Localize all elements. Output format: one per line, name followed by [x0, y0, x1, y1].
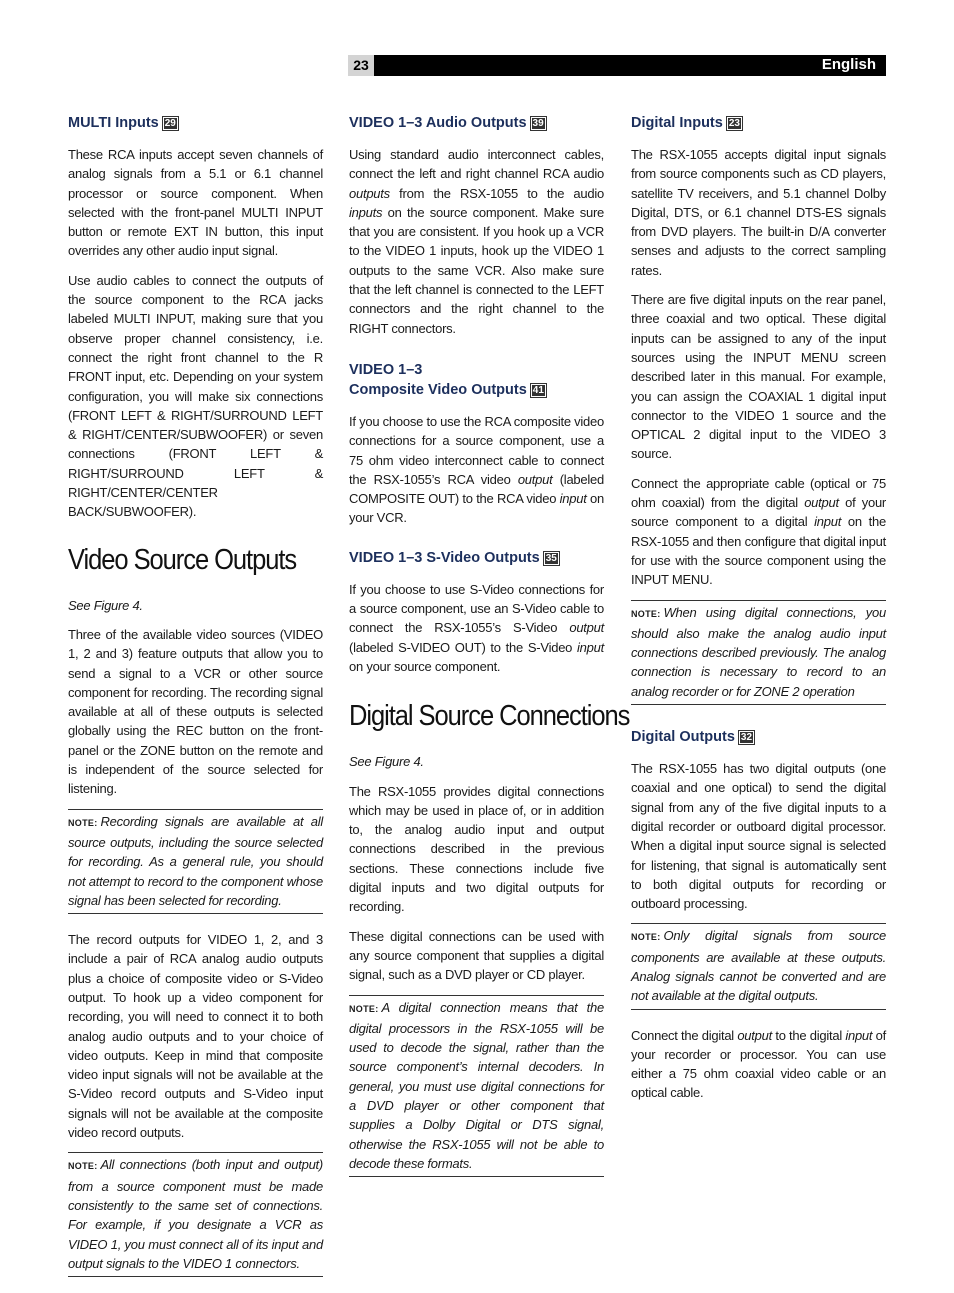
figure-ref-badge: 32	[738, 730, 755, 745]
note-label: NOTE:	[631, 608, 661, 619]
column-middle	[349, 113, 630, 1193]
heading-digital-source-connections: Digital Source Connections	[349, 700, 630, 733]
figure-ref-badge: 35	[543, 551, 560, 566]
paragraph: The RSX-1055 has two digital outputs (one coaxial and one optical) to send the digital signal from any of the five digital inputs to a digital recorder or outboard digital processor. When a digital input source signal is selected for listening, that signal is automatically sent to both digital outputs for recording or outboard processing.	[631, 761, 886, 912]
column-right	[631, 113, 886, 1113]
section-title-s-video-outputs: VIDEO 1–3 S-Video Outputs 35	[349, 548, 604, 568]
note-label: NOTE:	[68, 817, 98, 828]
paragraph: Connect the digital output to the digital input of your recorder or processor. You can use either a 75 ohm coaxial video cable or an optical cable.	[631, 1027, 886, 1101]
figure-ref-badge: 29	[162, 116, 179, 131]
note-text: A digital connection means that the digital processors in the RSX-1055 will be used to decode the signal, rather than the source component’s internal decoders. In general, you must use digital connections for a DVD player or other component that supplies a Dolby Digital or DTS signal, otherwise the RSX-1055 will not be able to decode these formats.	[349, 999, 604, 1171]
note-box	[68, 1152, 323, 1277]
section-title-video-audio-outputs: VIDEO 1–3 Audio Outputs 39	[349, 113, 604, 133]
note-label: NOTE:	[68, 1161, 98, 1172]
paragraph: These digital connections can be used with any source component that supplies a digital signal, such as a DVD player or CD player.	[349, 928, 604, 983]
paragraph: These RCA inputs accept seven channels of analog signals from a 5.1 or 6.1 channel processor or source component. When selected with the front-panel MULTI INPUT button or remote EXT IN button, this input overrides any other audio input signal.	[68, 147, 323, 259]
paragraph: Connect the appropriate cable (optical or 75 ohm coaxial) from the digital output of your source component to a digital input on the RSX-1055 and then configure that digital input for use with the source component using the INPUT MENU.	[631, 475, 886, 588]
page-number: 23	[348, 55, 374, 76]
paragraph: There are five digital inputs on the rear panel, three coaxial and two optical. These digital inputs can be assigned to any of the input sources using the INPUT MENU screen described later in this manual. For example, you can assign the COAXIAL 1 digital input connector to the VIDEO 1 source and the OPTICAL 2 digital input to the VIDEO 3 source.	[631, 292, 886, 462]
figure-reference: See Figure 4.	[68, 597, 143, 613]
heading-video-source-outputs: Video Source Outputs	[68, 543, 297, 576]
section-title-digital-inputs: Digital Inputs 23	[631, 113, 886, 133]
paragraph: The record outputs for VIDEO 1, 2, and 3 include a pair of RCA analog audio outputs plus a choice of composite video or S-Video output. To hook up a video component for recording, you will need to connect it to both analog audio outputs and to your choice of video outputs. Keep in mind that composite video input signals will not be available at the S-Video record outputs and S-Video input signals will not be available at the composite video record outputs.	[68, 932, 323, 1141]
paragraph: Using standard audio interconnect cables, connect the left and right channel RCA audio outputs from the RSX-1055 to the audio inputs on the source component. Make sure that you are consistent. If you hook up a VCR to the VIDEO 1 inputs, hook up the VIDEO 1 outputs to the same VCR. Also make sure that the left channel is connected to the LEFT connectors and the right channel to the RIGHT connectors.	[349, 147, 604, 336]
note-text: When using digital connections, you should also make the analog audio input connections described previously. The analog connection is necessary to record to an analog recorder or for ZONE 2 operation	[631, 604, 886, 699]
section-title-composite-video-outputs: VIDEO 1–3 Composite Video Outputs 41	[349, 360, 604, 400]
note-label: NOTE:	[631, 932, 661, 943]
paragraph: The RSX-1055 provides digital connections which may be used in place of, or in addition to, the analog audio input and output connections described in the previous sections. These connections include five digital inputs and two digital outputs for recording.	[349, 783, 604, 915]
paragraph: If you choose to use S-Video connections for a source component, use an S-Video cable to connect the RSX-1055’s S-Video output (labeled S-VIDEO OUT) to the S-Video input on your source component.	[349, 581, 604, 674]
paragraph: If you choose to use the RCA composite video connections for a source component, use a 75 ohm video interconnect cable to connect the RSX-1055’s RCA video output (labeled COMPOSITE OUT) to the RCA video input on your VCR.	[349, 413, 604, 526]
note-box	[631, 600, 886, 705]
note-label: NOTE:	[349, 1003, 379, 1014]
paragraph: The RSX-1055 accepts digital input signals from source components such as CD players, satellite TV receivers, and 5.1 channel Dolby Digital, DTS, or 6.1 channel DTS-ES signals from DVD players. The built-in D/A converter senses and adjusts to the correct sampling rates.	[631, 147, 886, 278]
note-box	[68, 809, 323, 914]
column-left	[68, 113, 323, 1293]
page-header-bar	[348, 55, 886, 76]
language-label: English	[821, 56, 876, 73]
figure-ref-badge: 23	[726, 116, 743, 131]
paragraph: Use audio cables to connect the outputs of the source component to the RCA jacks labeled MULTI INPUT, making sure that you observe proper channel consistency, i.e. connect the right front channel to the R FRONT input, etc. Depending on your system configuration, you will make six connections (FRONT LEFT & RIGHT/SURROUND LEFT & RIGHT/CENTER/SUBWOOFER) or seven connections (FRONT LEFT & RIGHT/SURROUND LEFT & RIGHT/CENTER/CENTER BACK/SUBWOOFER).	[68, 272, 323, 520]
section-title-digital-outputs: Digital Outputs 32	[631, 727, 886, 747]
figure-reference: See Figure 4.	[349, 754, 424, 770]
note-box	[631, 923, 886, 1009]
figure-ref-badge: 39	[530, 116, 547, 131]
note-text: All connections (both input and output) from a source component must be made consistently to the same set of connections. For example, if you designate a VCR as VIDEO 1, you must connect all of its input and output signals to the VIDEO 1 connectors.	[68, 1157, 323, 1271]
note-text: Only digital signals from source components are available at these outputs. Analog signals cannot be converted and are not available at the digital outputs.	[631, 928, 886, 1004]
figure-ref-badge: 41	[530, 383, 547, 398]
note-box	[349, 995, 604, 1178]
paragraph: Three of the available video sources (VIDEO 1, 2 and 3) feature outputs that allow you to send a signal to a VCR or other source component for recording. The recording signal available at all of these outputs is selected globally using the REC button on the front-panel or the ZONE button on the remote and is independent of the source selected for listening.	[68, 626, 323, 797]
section-title-multi-inputs: MULTI Inputs 29	[68, 113, 323, 133]
note-text: Recording signals are available at all source outputs, including the source selected for recording. As a general rule, you should not attempt to record to the component whose signal has been selected for recording.	[68, 813, 323, 908]
